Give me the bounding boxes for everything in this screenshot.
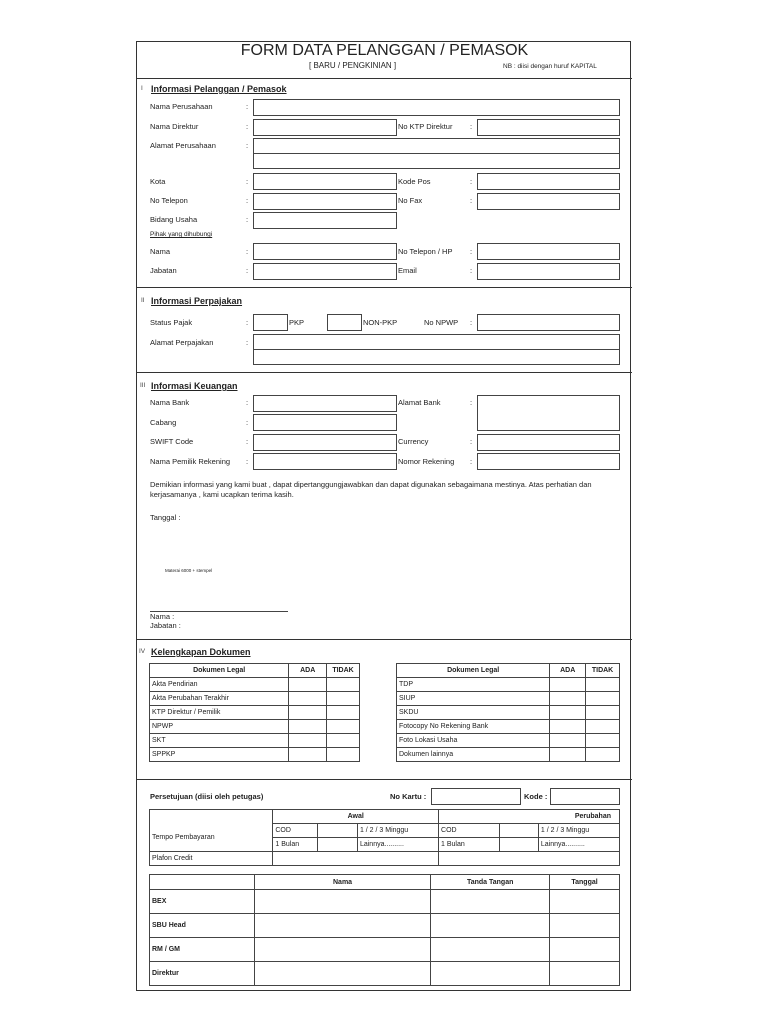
colon: : [246, 122, 249, 131]
table-row [397, 706, 620, 720]
column-header: ADA [289, 664, 327, 678]
colon: : [470, 196, 473, 205]
colon: : [470, 247, 473, 256]
pkp-checkbox[interactable] [253, 314, 288, 331]
colon: : [470, 122, 473, 131]
ada-cell[interactable] [289, 706, 327, 720]
column-header: Tanggal [550, 875, 620, 890]
ttd-cell[interactable] [431, 914, 550, 938]
lainnya-option[interactable]: Lainnya.......... [357, 838, 438, 852]
header-divider [137, 78, 632, 79]
colon: : [246, 437, 249, 446]
colon: : [246, 215, 249, 224]
ada-cell[interactable] [550, 706, 586, 720]
kode-label: Kode : [524, 792, 548, 801]
form-subtitle: [ BARU / PENGKINIAN ] [309, 61, 397, 70]
kode-pos-input[interactable] [477, 173, 620, 190]
no-telepon-input[interactable] [253, 193, 397, 210]
nama-cell[interactable] [254, 962, 431, 986]
plafon-awal-input[interactable] [273, 852, 439, 866]
field-label: Alamat Perpajakan [150, 338, 214, 347]
table-row [150, 938, 620, 962]
tidak-cell[interactable] [586, 678, 620, 692]
tempo-table [149, 809, 620, 866]
minggu-option[interactable]: 1 / 2 / 3 Minggu [538, 824, 619, 838]
section-number: III [140, 382, 146, 389]
no-kartu-label: No Kartu : [390, 792, 427, 801]
lainnya-option[interactable]: Lainnya.......... [538, 838, 619, 852]
table-row [150, 962, 620, 986]
field-label: Email [398, 266, 417, 275]
doc-name: SKT [150, 734, 289, 748]
doc-name: SPPKP [150, 748, 289, 762]
table-row [397, 678, 620, 692]
doc-name: Akta Perubahan Terakhir [150, 692, 289, 706]
section-number: IV [139, 648, 146, 655]
field-label: No Telepon [150, 196, 188, 205]
alamat-perpajakan-input-1[interactable] [253, 334, 620, 350]
section-divider [137, 287, 632, 288]
alamat-perusahaan-input-2[interactable] [253, 153, 620, 169]
field-label: Kode Pos [398, 177, 431, 186]
doc-name: SKDU [397, 706, 550, 720]
non-pkp-checkbox[interactable] [327, 314, 362, 331]
doc-name: Akta Pendirian [150, 678, 289, 692]
empty-cell[interactable] [500, 824, 539, 838]
tidak-cell[interactable] [327, 720, 360, 734]
colon: : [246, 266, 249, 275]
no-npwp-input[interactable] [477, 314, 620, 331]
tidak-cell[interactable] [586, 720, 620, 734]
nama-direktur-input[interactable] [253, 119, 397, 136]
empty-cell[interactable] [318, 838, 358, 852]
tanggal-cell[interactable] [550, 914, 620, 938]
nama-kontak-input[interactable] [253, 243, 397, 260]
section-divider [137, 779, 632, 780]
doc-name: KTP Direktur / Pemilik [150, 706, 289, 720]
empty-cell[interactable] [500, 838, 539, 852]
tanggal-label: Tanggal : [150, 513, 181, 522]
plafon-label: Plafon Credit [150, 852, 273, 866]
doc-name: Foto Lokasi Usaha [397, 734, 550, 748]
doc-name: SIUP [397, 692, 550, 706]
table-row [150, 914, 620, 938]
colon: : [246, 247, 249, 256]
tidak-cell[interactable] [327, 748, 360, 762]
table-row [397, 692, 620, 706]
colon: : [470, 318, 473, 327]
colon: : [470, 398, 473, 407]
materai-note: Materai 6000 + stempel [165, 568, 213, 573]
bulan-option[interactable]: 1 Bulan [273, 838, 318, 852]
kota-input[interactable] [253, 173, 397, 190]
nama-bank-input[interactable] [253, 395, 397, 412]
section-number: II [141, 297, 145, 304]
field-label: Status Pajak [150, 318, 193, 327]
tanggal-cell[interactable] [550, 890, 620, 914]
table-row [150, 734, 360, 748]
tidak-cell[interactable] [586, 706, 620, 720]
plafon-perubahan-input[interactable] [439, 852, 620, 866]
alamat-perusahaan-input-1[interactable] [253, 138, 620, 154]
section-divider [137, 372, 632, 373]
form-note: NB : diisi dengan huruf KAPITAL [503, 63, 597, 70]
form-page [136, 41, 631, 991]
role-label: SBU Head [150, 914, 255, 938]
tempo-label: Tempo Pembayaran [150, 824, 273, 852]
cod-option[interactable]: COD [439, 824, 500, 838]
dokumen-table-right [396, 663, 620, 762]
ada-cell[interactable] [550, 692, 586, 706]
nomor-rekening-input[interactable] [477, 453, 620, 470]
column-header: ADA [550, 664, 586, 678]
section-title: Informasi Pelanggan / Pemasok [151, 84, 287, 94]
empty-cell [150, 875, 255, 890]
table-row [150, 748, 360, 762]
table-row [150, 890, 620, 914]
tanggal-cell[interactable] [550, 962, 620, 986]
colon: : [246, 196, 249, 205]
field-label: SWIFT Code [150, 437, 194, 446]
field-label: Nama Bank [150, 398, 190, 407]
colon: : [246, 102, 249, 111]
table-row [150, 678, 360, 692]
table-row [150, 720, 360, 734]
awal-header: Awal [273, 810, 439, 824]
field-label: No Telepon / HP [398, 247, 453, 256]
form-title: FORM DATA PELANGGAN / PEMASOK [240, 42, 529, 59]
ada-cell[interactable] [550, 678, 586, 692]
column-header: Dokumen Legal [150, 664, 289, 678]
field-label: Bidang Usaha [150, 215, 198, 224]
field-label: Cabang [150, 418, 177, 427]
empty-cell[interactable] [318, 824, 358, 838]
no-fax-input[interactable] [477, 193, 620, 210]
colon: : [246, 141, 249, 150]
field-label: No KTP Direktur [398, 122, 453, 131]
tidak-cell[interactable] [327, 678, 360, 692]
ada-cell[interactable] [289, 734, 327, 748]
doc-name: Fotocopy No Rekening Bank [397, 720, 550, 734]
section-divider [137, 639, 632, 640]
ttd-cell[interactable] [431, 938, 550, 962]
colon: : [470, 177, 473, 186]
field-label: No Fax [398, 196, 423, 205]
table-row [397, 748, 620, 762]
field-label: Alamat Bank [398, 398, 441, 407]
no-telepon-hp-input[interactable] [477, 243, 620, 260]
column-header: TIDAK [586, 664, 620, 678]
cod-option[interactable]: COD [273, 824, 318, 838]
declaration-text: Demikian informasi yang kami buat , dapat dipertanggungjawabkan dan dapat digunakan sebagaimana mestinya. Atas perhatian dan [150, 480, 592, 489]
field-label: Currency [398, 437, 429, 446]
tidak-cell[interactable] [327, 734, 360, 748]
field-label: Nama Pemilik Rekening [150, 457, 231, 466]
kode-input[interactable] [550, 788, 620, 805]
bidang-usaha-input[interactable] [253, 212, 397, 229]
tidak-cell[interactable] [327, 706, 360, 720]
section-title: Kelengkapan Dokumen [151, 647, 251, 657]
field-label: Nama Perusahaan [150, 102, 213, 111]
doc-name: Dokumen lainnya [397, 748, 550, 762]
colon: : [246, 338, 249, 347]
section-number: I [141, 85, 143, 92]
role-label: BEX [150, 890, 255, 914]
empty-cell [150, 810, 273, 824]
ada-cell[interactable] [289, 748, 327, 762]
ttd-cell[interactable] [431, 890, 550, 914]
field-label: Nama Direktur [150, 122, 199, 131]
email-input[interactable] [477, 263, 620, 280]
table-row [150, 692, 360, 706]
colon: : [470, 457, 473, 466]
bulan-option[interactable]: 1 Bulan [439, 838, 500, 852]
currency-input[interactable] [477, 434, 620, 451]
column-header: Nama [254, 875, 431, 890]
column-header: Dokumen Legal [397, 664, 550, 678]
colon: : [246, 457, 249, 466]
ada-cell[interactable] [289, 720, 327, 734]
nama-perusahaan-input[interactable] [253, 99, 620, 116]
tidak-cell[interactable] [586, 734, 620, 748]
approval-table [149, 874, 620, 986]
dokumen-table-left [149, 663, 360, 762]
nama-cell[interactable] [254, 914, 431, 938]
ada-cell[interactable] [550, 734, 586, 748]
no-kartu-input[interactable] [431, 788, 521, 805]
colon: : [246, 398, 249, 407]
alamat-perpajakan-input-2[interactable] [253, 349, 620, 365]
nama-cell[interactable] [254, 890, 431, 914]
field-label: Alamat Perusahaan [150, 141, 216, 150]
role-label: RM / GM [150, 938, 255, 962]
pemilik-rekening-input[interactable] [253, 453, 397, 470]
pihak-label: Pihak yang dihubungi [150, 231, 213, 238]
perubahan-header: Perubahan [439, 810, 620, 824]
ada-cell[interactable] [550, 748, 586, 762]
table-row [150, 706, 360, 720]
section-title: Informasi Keuangan [151, 381, 238, 391]
tanggal-cell[interactable] [550, 938, 620, 962]
field-label: Nomor Rekening [398, 457, 455, 466]
column-header: TIDAK [327, 664, 360, 678]
minggu-option[interactable]: 1 / 2 / 3 Minggu [357, 824, 438, 838]
persetujuan-label: Persetujuan (diisi oleh petugas) [150, 792, 264, 801]
ada-cell[interactable] [289, 678, 327, 692]
colon: : [246, 318, 249, 327]
declaration-text: kerjasamanya , kami ucapkan terima kasih. [150, 490, 294, 499]
field-label: Kota [150, 177, 166, 186]
ttd-cell[interactable] [431, 962, 550, 986]
section-title: Informasi Perpajakan [151, 296, 243, 306]
table-row [397, 734, 620, 748]
swift-code-input[interactable] [253, 434, 397, 451]
field-label: Nama [150, 247, 171, 256]
table-row [397, 720, 620, 734]
role-label: Direktur [150, 962, 255, 986]
tidak-cell[interactable] [586, 748, 620, 762]
no-ktp-direktur-input[interactable] [477, 119, 620, 136]
colon: : [470, 266, 473, 275]
option-label: NON-PKP [363, 318, 398, 327]
tidak-cell[interactable] [586, 692, 620, 706]
ada-cell[interactable] [550, 720, 586, 734]
signature-name-label: Nama : [150, 612, 175, 621]
cabang-input[interactable] [253, 414, 397, 431]
signature-jabatan-label: Jabatan : [150, 621, 181, 630]
option-label: PKP [289, 318, 305, 327]
alamat-bank-input[interactable] [477, 395, 620, 431]
tidak-cell[interactable] [327, 692, 360, 706]
doc-name: TDP [397, 678, 550, 692]
jabatan-input[interactable] [253, 263, 397, 280]
doc-name: NPWP [150, 720, 289, 734]
colon: : [470, 437, 473, 446]
ada-cell[interactable] [289, 692, 327, 706]
field-label: No NPWP [424, 318, 459, 327]
nama-cell[interactable] [254, 938, 431, 962]
colon: : [246, 418, 249, 427]
field-label: Jabatan [150, 266, 177, 275]
column-header: Tanda Tangan [431, 875, 550, 890]
colon: : [246, 177, 249, 186]
